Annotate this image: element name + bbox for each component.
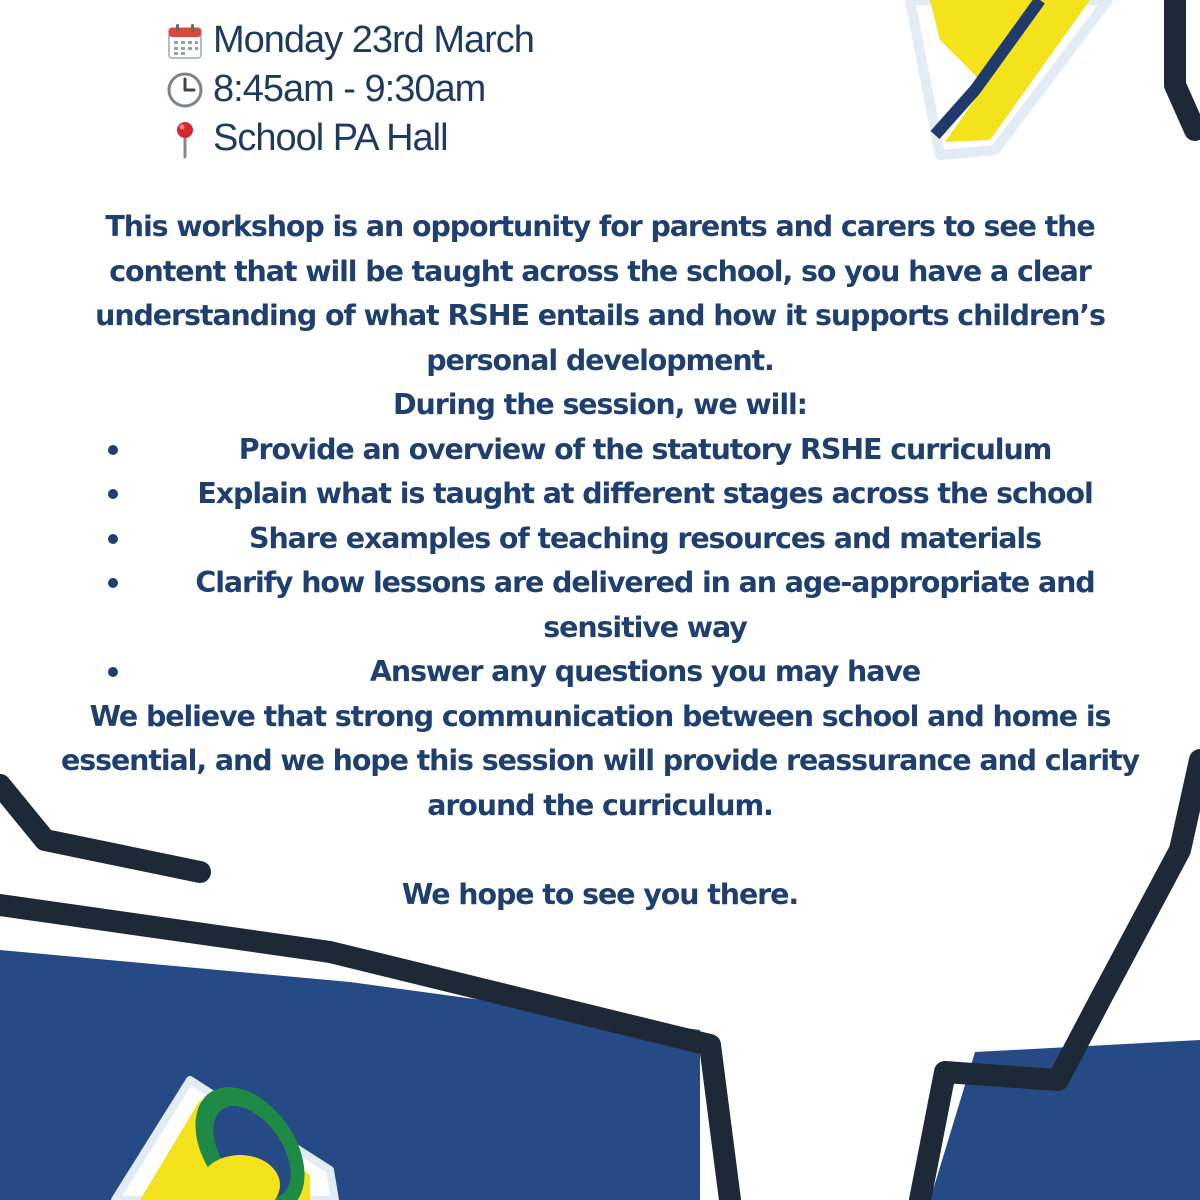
blue-panel-left bbox=[0, 950, 700, 1200]
bullet-text: Provide an overview of the statutory RSHE curriculum bbox=[238, 432, 1052, 466]
lightning-bolt-icon bbox=[910, 0, 1108, 155]
bullet-text: Explain what is taught at different stages across the school bbox=[197, 477, 1093, 510]
list-item bbox=[60, 472, 1140, 517]
signoff: We hope to see you there. bbox=[401, 877, 799, 911]
clock-icon bbox=[165, 70, 205, 110]
spacer bbox=[60, 828, 1140, 873]
event-details bbox=[165, 16, 534, 163]
bullet-icon bbox=[108, 534, 118, 544]
pin-icon bbox=[165, 119, 205, 159]
date-row bbox=[165, 16, 534, 65]
list-item bbox=[60, 517, 1140, 562]
bullet-icon bbox=[108, 489, 118, 499]
bullet-icon bbox=[108, 578, 118, 588]
bullet-icon bbox=[108, 667, 118, 677]
event-location: School PA Hall bbox=[213, 117, 448, 159]
bullet-text: Share examples of teaching resources and materials bbox=[249, 521, 1041, 555]
outline-stroke-right-upper bbox=[1175, 0, 1195, 130]
workshop-description bbox=[60, 205, 1140, 917]
list-item bbox=[60, 428, 1140, 473]
session-heading: During the session, we will: bbox=[393, 388, 807, 421]
bullet-icon bbox=[108, 445, 118, 455]
calendar-icon bbox=[165, 21, 205, 61]
location-row bbox=[165, 114, 534, 163]
bullet-text: Clarify how lessons are delivered in an age-appropriate and sensitive way bbox=[195, 566, 1095, 644]
event-date: Monday 23rd March bbox=[213, 19, 534, 61]
session-bullet-list bbox=[60, 428, 1140, 695]
event-time: 8:45am - 9:30am bbox=[213, 68, 486, 110]
closing-paragraph: We believe that strong communication between school and home is essential, and we hope this session will provide reassurance and clarity around the curriculum. bbox=[60, 699, 1140, 822]
list-item bbox=[60, 650, 1140, 695]
list-item bbox=[60, 561, 1140, 650]
time-row bbox=[165, 65, 534, 114]
bullet-text: Answer any questions you may have bbox=[369, 655, 921, 688]
intro-paragraph: This workshop is an opportunity for parents and carers to see the content that will be taught across the school, so you have a clear understanding of what RSHE entails and how it supports children’s personal development. bbox=[95, 210, 1105, 377]
